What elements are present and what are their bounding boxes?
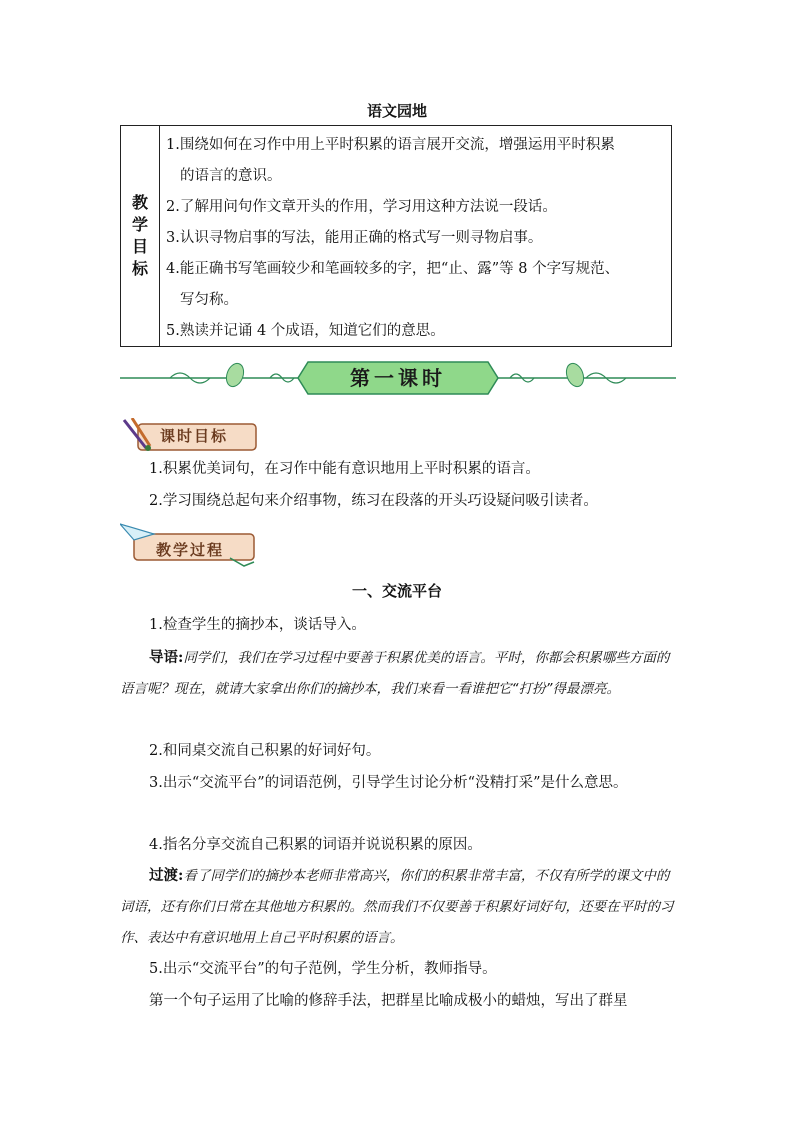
- teaching-goals-list: [160, 126, 671, 346]
- teaching-goals-label: [121, 126, 160, 346]
- lesson-goals-badge-label: 课时目标: [160, 427, 229, 445]
- intro-paragraph: [120, 642, 676, 705]
- goal-item: 5.熟读并记诵 4 个成语，知道它们的意思。: [166, 323, 445, 339]
- process-step: 3.出示“交流平台”的词语范例，引导学生讨论分析“没精打采”是什么意思。: [149, 775, 628, 791]
- goal-label-char: 标: [131, 259, 148, 278]
- goal-label-char: 学: [131, 215, 148, 234]
- process-step: 4.指名分享交流自己积累的词语并说说积累的原因。: [149, 837, 482, 853]
- lesson-banner: [120, 360, 676, 396]
- goal-item: 4.能正确书写笔画较少和笔画较多的字，把“止、露”等 8 个字写规范、: [166, 261, 620, 277]
- transition-label: 过渡:: [149, 867, 184, 884]
- goal-item: 2.了解用问句作文章开头的作用，学习用这种方法说一段话。: [166, 199, 557, 215]
- section-heading: 一、交流平台: [351, 582, 442, 600]
- goal-item-continuation: 写匀称。: [180, 292, 238, 308]
- lesson-goal-item: 1.积累优美词句，在习作中能有意识地用上平时积累的语言。: [149, 461, 540, 477]
- transition-text: 看了同学们的摘抄本老师非常高兴，你们的积累非常丰富，不仅有所学的课文中的词语，还有你们日常在其他地方积累的。然而我们不仅要善于积累好词好句，还要在平时的习作、表达中有意识地用上自己平时积累的语言。: [120, 868, 674, 946]
- goal-label-char: 教: [131, 193, 148, 212]
- goal-label-char: 目: [131, 237, 148, 256]
- intro-text: 同学们，我们在学习过程中要善于积累优美的语言。平时，你都会积累哪些方面的语言呢？现在，就请大家拿出你们的摘抄本，我们来看一看谁把它“打扮”得最漂亮。: [120, 650, 670, 697]
- teaching-process-badge: [120, 522, 260, 559]
- goal-item: 1.围绕如何在习作中用上平时积累的语言展开交流，增强运用平时积累: [166, 137, 615, 153]
- process-step: 5.出示“交流平台”的句子范例，学生分析，教师指导。: [149, 961, 497, 977]
- lesson-banner-title: 第一课时: [350, 366, 446, 390]
- transition-paragraph: [120, 860, 676, 954]
- process-step: 1.检查学生的摘抄本，谈话导入。: [149, 617, 366, 633]
- goal-item: 3.认识寻物启事的写法，能用正确的格式写一则寻物启事。: [166, 230, 543, 246]
- lesson-goal-item: 2.学习围绕总起句来介绍事物，练习在段落的开头巧设疑问吸引读者。: [149, 493, 598, 509]
- document-title: 语文园地: [366, 102, 427, 120]
- teaching-process-badge-label: 教学过程: [156, 541, 225, 559]
- goal-item-continuation: 的语言的意识。: [180, 168, 282, 184]
- intro-label: 导语:: [149, 649, 184, 666]
- analysis-paragraph: 第一个句子运用了比喻的修辞手法，把群星比喻成极小的蜡烛，写出了群星: [149, 993, 628, 1009]
- lesson-goals-badge: [120, 418, 260, 450]
- process-step: 2.和同桌交流自己积累的好词好句。: [149, 743, 381, 759]
- teaching-goals-table: [120, 125, 672, 347]
